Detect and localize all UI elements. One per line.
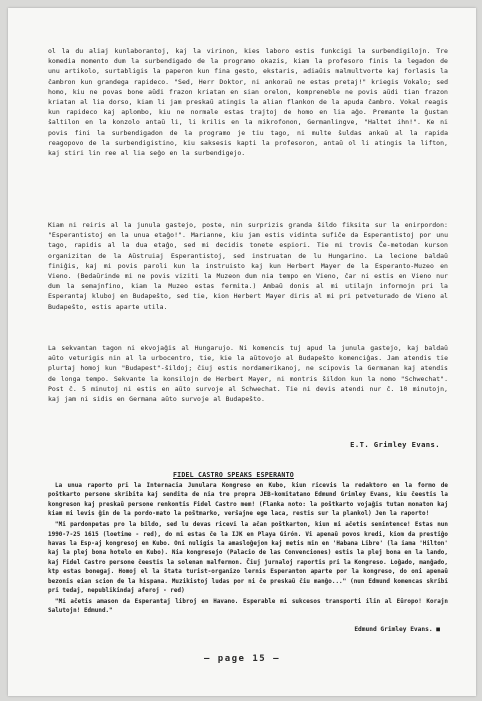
article-signoff: Edmund Grimley Evans. ■ bbox=[354, 626, 440, 633]
author-signature: E.T. Grimley Evans. bbox=[350, 440, 440, 449]
article-paragraph-3: "Mi aĉetis amason da Esperantaj libroj en Havano. Esperable mi sukcesos transporti ilin al Eŭropo! Korajn Salutojn! Edmund." bbox=[48, 598, 448, 615]
second-text-block bbox=[48, 220, 448, 312]
intro-text-block bbox=[48, 46, 448, 158]
article-body bbox=[48, 482, 448, 618]
article-paragraph-2: "Mi pardonpetas pro la bildo, sed lu devas ricevi la aĉan poŝtkarton, kiun mi aĉetis senintence! Estas nun 1990-7-25 1615 (loetime - red), do mi estas ĉe la IJK en Playa Girón. Vi apenaŭ povos kredi, kiom da prestiĝo havas la Esp-aj kongresoj en Kubo. Oni nuligis la amasloĝejon kaj metis min en 'Habana Libre' (la iama 'Hilton' kaj la plej bona hotelo en Kubo). Nia kongresejo (Palacio de las Convenciones) estis la plej bona en la lando, kaj Fidel Castro persone ĉeestis la solenan malfermon. Ĉiuj ĵurnaloj raportis pri la Kongreso. Loĝado, manĝado, ktp estas bonegaj. Homoj el la ŝtata turist-organizo lernis Esperanton aparte por la kongreso, do oni apenaŭ bezonis eian scion de la hispana. Muzikistoj ludas por ni ĉe preskaŭ ĉiu manĝo..." (nun Edmund komencas skribi pri tedaj, nepublikindaj aferoj - red) bbox=[48, 522, 448, 594]
intro-paragraph: ol la du aliaj kunlaborantoj, kaj la virinon, kies laboro estis funkcigi la surbendigilojn. Tre komedia momento dum la surbendigado de la programo okazis, kiam la profesoro finis la legadon de unu artikolo, surtabligis la paperon kun fina gesto, ekstaris, adiaŭis malmultvorte kaj forlasis la ĉambron kun grandega rapideco. "Sed, Herr Doktor, ni ankoraŭ ne estas pretaj!" kriegis Vokalo; sed homo, kiu ne povas bone aŭdi frazon kriatan en sian orelon, kompreneble ne povis aŭdi tian frazon kriatan al lia dorso, kiam li jam preskaŭ atingis la alian flankon de la apuda ĉambro. Vokal reagis kun rapideco kaj aplombo, kiu ne normale estas trajtoj de homo en lia aĝo. Premante la ĝustan ŝaltilon en la konzolo antaŭ li, li krilis en la mikrofonon, Germanlingve, "Haltet ihn!". Ke ni povis fini la surbendigadon de la programo je tiu tago, ni multe ŝuldas ankaŭ al la rapida reagopovo de la surbendigistino, kiu saksesis kapti la profesoron, antaŭ ol li atingis la lifton, kaj stiri lin ree al lia seĝo en la surbendigejo. bbox=[48, 47, 448, 158]
second-paragraph: Kiam ni reiris al la junula gastejo, poste, nin surprizis granda ŝildo fiksita sur la enirpordon: "Esperantistoj en la unua etaĝo!". Marianne, kiu jam estis vidinta sufiĉe da Esperantistoj por unu tago, rapidis al la dua etaĝo, sed mi decidis tonete espiori. Tie mi trovis Ĉe-metodan kurson organizitan de la Aŭstruiaj Esperantistoj, sed instruatan de lu Hungarino. La lecione baldaŭ finiĝis, kaj mi povis paroli kun la instruisto kaj kun Herbert Mayer de la Esperanto-Muzeo en Vieno. (Bedaŭrinde mi ne povis viziti la Muzeon dum nia tempo en Vieno, ĉar ni estis en Vieno nur dum la semajnfino, kiam la Muzeo estas fermita.) Ambaŭ donis al mi utilajn informojn pri la Esperantaj kluboj en Budapeŝto, sed tie, kion Herbert Mayer diris al mi pri petveturado de Vieno al Budapeŝto, estis aparte utila. bbox=[48, 221, 448, 311]
document-page bbox=[8, 8, 476, 696]
article-heading: FIDEL CASTRO SPEAKS ESPERANTO bbox=[173, 471, 294, 479]
third-paragraph: La sekvantan tagon ni ekvojaĝis al Hungarujo. Ni komencis tuj apud la junula gastejo, kaj baldaŭ aŭto veturigis nin al la urbocentro, tie, kie la aŭtovojo al Budapeŝto komenciĝas. Jam atendis tie plurtaj homoj kun "Budapest"-ŝildoj; ĉiuj estis nordamerikanoj, ne scipovis la Germanan kaj atendis de longa tempo. Sekvante la konsilojn de Herbert Mayer, ni montris ŝildon kun la nomo "Schwechat". Post ĉ. 5 minutoj ni estis en aŭto survoje al Schwechat. Tie ni devis atendi nur ĉ. 10 minutojn, kaj jam ni sidis en Germana aŭto survoje al Budapeŝto. bbox=[48, 344, 448, 404]
page-number: — page 15 — bbox=[203, 654, 281, 664]
third-text-block bbox=[48, 343, 448, 404]
article-paragraph-1: La unua raporto pri la Internacia Junulara Kongreso en Kubo, kiun ricevis la redaktoro en la formo de poŝtkarto persone skribita kaj sendita de nia tre propra JEB-komitatano Edmund Grimley Evans, kiu ĉeestis la kongreson kaj preskaŭ persone renkontis Fidel Castro mem! (Flanka noto: la poŝtkarto vojaĝis tutan monaton kaj kiam mi levis ĝin de la pordo-mato la poŝtmarko, verŝajne ege laca, restis sur la plankol) Jen la raporto! bbox=[48, 483, 448, 518]
